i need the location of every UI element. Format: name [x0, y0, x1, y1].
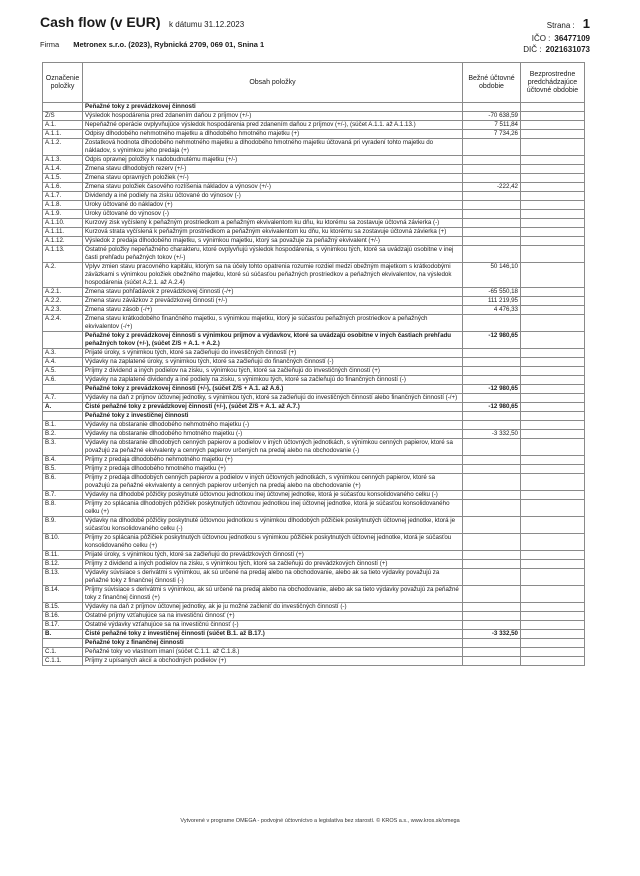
row-current-value [463, 586, 521, 603]
row-previous-value [521, 121, 585, 130]
row-previous-value [521, 657, 585, 666]
row-content: Príjmy súvisiace s derivátmi s výnimkou, ak sú určené na predaj alebo na obchodovanie, alebo ak sa tieto výdavky považujú za peňažné toky z finančnej činnosti (+) [83, 586, 463, 603]
row-current-value [463, 621, 521, 630]
row-previous-value [521, 139, 585, 156]
table-body [43, 103, 585, 666]
row-content: Zmena stavu zásob (-/+) [83, 306, 463, 315]
row-code: B.5. [43, 465, 83, 474]
table-row [43, 657, 585, 666]
row-code: A.1.3. [43, 156, 83, 165]
row-current-value [463, 237, 521, 246]
row-previous-value [521, 306, 585, 315]
row-code: B. [43, 630, 83, 639]
row-content: Peňažné toky vo vlastnom imaní (súčet C.1.1. až C.1.8.) [83, 648, 463, 657]
row-previous-value [521, 174, 585, 183]
row-code: B.1. [43, 421, 83, 430]
row-current-value [463, 139, 521, 156]
row-current-value: -3 332,50 [463, 630, 521, 639]
table-row [43, 156, 585, 165]
row-previous-value [521, 246, 585, 263]
row-content: Úroky účtované do nákladov (+) [83, 201, 463, 210]
row-previous-value [521, 465, 585, 474]
row-current-value [463, 648, 521, 657]
table-row [43, 237, 585, 246]
table-row [43, 112, 585, 121]
row-previous-value [521, 201, 585, 210]
row-content: Dividendy a iné podiely na zisku účtované do výnosov (-) [83, 192, 463, 201]
row-code: A.1.1. [43, 130, 83, 139]
company-line [40, 40, 264, 49]
row-code: B.10. [43, 534, 83, 551]
row-current-value [463, 474, 521, 491]
row-content: Príjmy z dividend a iných podielov na zisku, s výnimkou tých, ktoré sa začleňujú do investičných činností (+) [83, 367, 463, 376]
row-current-value: -12 980,65 [463, 403, 521, 412]
table-row [43, 201, 585, 210]
row-previous-value [521, 210, 585, 219]
row-content: Príjmy z predaja dlhodobého nehmotného majetku (+) [83, 456, 463, 465]
row-current-value: 7 734,26 [463, 130, 521, 139]
row-content: Odpisy dlhodobého nehmotného majetku a dlhodobého hmotného majetku (+) [83, 130, 463, 139]
row-current-value: 4 476,33 [463, 306, 521, 315]
row-previous-value [521, 297, 585, 306]
row-code: A.1.10. [43, 219, 83, 228]
table-row [43, 349, 585, 358]
row-content: Peňažné toky z prevádzkovej činnosti (+/-), (súčet Z/S + A.1. až A.6.) [83, 385, 463, 394]
row-code: A.1. [43, 121, 83, 130]
row-content: Príjmy z dividend a iných podielov na zisku, s výnimkou tých, ktoré sa začleňujú do prevádzkových činností (+) [83, 560, 463, 569]
row-current-value [463, 517, 521, 534]
page-value: 1 [582, 16, 590, 31]
row-code: A.2.3. [43, 306, 83, 315]
row-previous-value [521, 112, 585, 121]
ico-label: IČO : [531, 34, 551, 43]
row-code: Z/S [43, 112, 83, 121]
row-content: Zmena stavu opravných položiek (+/-) [83, 174, 463, 183]
dic-label: DIČ : [523, 45, 542, 54]
row-current-value [463, 358, 521, 367]
page-label: Strana : [546, 21, 575, 30]
row-current-value [463, 394, 521, 403]
table-row [43, 306, 585, 315]
row-code [43, 639, 83, 648]
row-previous-value [521, 394, 585, 403]
table-row [43, 612, 585, 621]
table-row [43, 465, 585, 474]
table-row [43, 560, 585, 569]
table-row [43, 439, 585, 456]
row-content: Príjmy zo splácania pôžičiek poskytnutých účtovnou jednotkou s výnimkou pôžičiek poskytnutých účtovnej jednotke, ktorá je súčasťou konsolidovaného celku (+) [83, 534, 463, 551]
dic [523, 45, 590, 54]
row-current-value [463, 456, 521, 465]
table-row [43, 121, 585, 130]
row-previous-value [521, 367, 585, 376]
row-code: C.1.1. [43, 657, 83, 666]
row-code: B.6. [43, 474, 83, 491]
row-current-value [463, 103, 521, 112]
table-row [43, 621, 585, 630]
row-code: A.1.9. [43, 210, 83, 219]
row-current-value [463, 165, 521, 174]
table-row [43, 403, 585, 412]
row-content: Prijaté úroky, s výnimkou tých, ktoré sa začleňujú do prevádzkových činností (+) [83, 551, 463, 560]
row-previous-value [521, 192, 585, 201]
row-previous-value [521, 332, 585, 349]
row-code: A.7. [43, 394, 83, 403]
row-content: Odpis opravnej položky k nadobudnutému majetku (+/-) [83, 156, 463, 165]
row-content: Výdavky na daň z príjmov účtovnej jednotky, s výnimkou tých, ktoré sa začleňujú do investičných činností alebo finančných činností (-/+) [83, 394, 463, 403]
row-content: Výsledok z predaja dlhodobého majetku, s výnimkou majetku, ktorý sa považuje za peňažný ekvivalent (+/-) [83, 237, 463, 246]
table-row [43, 630, 585, 639]
row-content: Úroky účtované do výnosov (-) [83, 210, 463, 219]
row-code: A.1.7. [43, 192, 83, 201]
row-current-value [463, 246, 521, 263]
row-code: B.15. [43, 603, 83, 612]
table-row [43, 456, 585, 465]
table-row [43, 332, 585, 349]
row-current-value [463, 174, 521, 183]
table-row [43, 517, 585, 534]
row-code: A.3. [43, 349, 83, 358]
row-content: Výdavky na obstaranie dlhodobého nehmotného majetku (-) [83, 421, 463, 430]
table-row [43, 586, 585, 603]
row-content: Prijaté úroky, s výnimkou tých, ktoré sa začleňujú do investičných činností (+) [83, 349, 463, 358]
row-content: Zostatková hodnota dlhodobého nehmotného majetku a dlhodobého hmotného majetku účtovaná pri vyradení tohto majetku do nákladov, s výnimkou jeho predaja (+) [83, 139, 463, 156]
title-line [40, 14, 244, 32]
row-current-value [463, 534, 521, 551]
row-current-value [463, 500, 521, 517]
row-content: Zmena stavu dlhodobých rezerv (+/-) [83, 165, 463, 174]
table-row [43, 376, 585, 385]
row-current-value: -12 980,65 [463, 385, 521, 394]
row-code: A.1.12. [43, 237, 83, 246]
row-code: A.4. [43, 358, 83, 367]
row-content: Zmena stavu záväzkov z prevádzkovej činnosti (+/-) [83, 297, 463, 306]
table-row [43, 534, 585, 551]
table-row [43, 103, 585, 112]
row-code [43, 412, 83, 421]
row-code: A.1.6. [43, 183, 83, 192]
row-code: A.6. [43, 376, 83, 385]
row-current-value [463, 192, 521, 201]
row-code: B.2. [43, 430, 83, 439]
row-code: A.2.2. [43, 297, 83, 306]
table-row [43, 412, 585, 421]
row-current-value: -70 638,59 [463, 112, 521, 121]
row-current-value: 111 219,95 [463, 297, 521, 306]
row-code: B.14. [43, 586, 83, 603]
row-current-value [463, 551, 521, 560]
row-code: B.13. [43, 569, 83, 586]
row-code: B.4. [43, 456, 83, 465]
table-row [43, 358, 585, 367]
row-content: Ostatné príjmy vzťahujúce sa na investičnú činnosť (+) [83, 612, 463, 621]
report-title: Cash flow (v EUR) [40, 14, 161, 30]
row-code: B.17. [43, 621, 83, 630]
row-code: B.7. [43, 491, 83, 500]
row-previous-value [521, 156, 585, 165]
table-row [43, 297, 585, 306]
row-current-value [463, 156, 521, 165]
row-current-value [463, 439, 521, 456]
row-previous-value [521, 130, 585, 139]
row-code: A.2.4. [43, 315, 83, 332]
row-content: Príjmy z predaja dlhodobého hmotného majetku (+) [83, 465, 463, 474]
row-previous-value [521, 603, 585, 612]
row-code: C.1. [43, 648, 83, 657]
table-row [43, 491, 585, 500]
table-row [43, 210, 585, 219]
row-content: Čisté peňažné toky z prevádzkovej činnosti (+/-), (súčet Z/S + A.1. až A.7.) [83, 403, 463, 412]
table-row [43, 174, 585, 183]
row-code: A.1.13. [43, 246, 83, 263]
row-previous-value [521, 358, 585, 367]
row-previous-value [521, 474, 585, 491]
row-code [43, 332, 83, 349]
table-row [43, 219, 585, 228]
row-code: A.5. [43, 367, 83, 376]
row-current-value [463, 315, 521, 332]
row-previous-value [521, 263, 585, 288]
ico-value: 36477109 [554, 34, 590, 43]
row-previous-value [521, 534, 585, 551]
row-previous-value [521, 237, 585, 246]
row-code: B.9. [43, 517, 83, 534]
table-row [43, 246, 585, 263]
row-current-value [463, 603, 521, 612]
row-code: A.2. [43, 263, 83, 288]
row-previous-value [521, 517, 585, 534]
row-previous-value [521, 500, 585, 517]
company-value: Metronex s.r.o. (2023), Rybnická 2709, 069 01, Snina 1 [73, 40, 265, 49]
row-code: A.1.11. [43, 228, 83, 237]
row-content: Zmena stavu položiek časového rozlíšenia nákladov a výnosov (+/-) [83, 183, 463, 192]
table-row [43, 500, 585, 517]
row-previous-value [521, 569, 585, 586]
row-content: Čisté peňažné toky z investičnej činnosti (súčet B.1. až B.17.) [83, 630, 463, 639]
row-previous-value [521, 412, 585, 421]
row-current-value [463, 367, 521, 376]
row-previous-value [521, 612, 585, 621]
table-row [43, 474, 585, 491]
table-row [43, 288, 585, 297]
row-previous-value [521, 456, 585, 465]
row-previous-value [521, 315, 585, 332]
table-header-row [43, 63, 585, 103]
table-row [43, 139, 585, 156]
row-content: Výdavky na zaplatené dividendy a iné podiely na zisku, s výnimkou tých, ktoré sa začleňujú do finančných činností (-) [83, 376, 463, 385]
row-code: A. [43, 403, 83, 412]
row-code: B.11. [43, 551, 83, 560]
row-content: Výdavky na dlhodobé pôžičky poskytnuté účtovnou jednotkou inej účtovnej jednotke, ktorá je súčasťou konsolidovaného celku (-) [83, 491, 463, 500]
row-code: A.1.5. [43, 174, 83, 183]
row-code: A.2.1. [43, 288, 83, 297]
row-content: Zmena stavu krátkodobého finančného majetku, s výnimkou majetku, ktorý je súčasťou peňažných prostriedkov a peňažných ekvivalentov (-/+) [83, 315, 463, 332]
row-content: Zmena stavu pohľadávok z prevádzkovej činnosti (-/+) [83, 288, 463, 297]
row-previous-value [521, 630, 585, 639]
row-code: B.3. [43, 439, 83, 456]
row-content: Výsledok hospodárenia pred zdanením daňou z príjmov (+/-) [83, 112, 463, 121]
row-content: Výdavky na obstaranie dlhodobého hmotného majetku (-) [83, 430, 463, 439]
row-code: B.8. [43, 500, 83, 517]
table-row [43, 569, 585, 586]
ico [532, 34, 590, 43]
row-current-value: -3 332,50 [463, 430, 521, 439]
row-current-value [463, 612, 521, 621]
table-row [43, 183, 585, 192]
col-header-code: Označenie položky [43, 63, 83, 103]
row-current-value [463, 657, 521, 666]
row-previous-value [521, 385, 585, 394]
table-row [43, 192, 585, 201]
row-content: Peňažné toky z prevádzkovej činnosti [83, 103, 463, 112]
row-previous-value [521, 421, 585, 430]
row-previous-value [521, 376, 585, 385]
col-header-current: Bežné účtovné obdobie [463, 63, 521, 103]
row-content: Kurzový zisk vyčíslený k peňažným prostriedkom a peňažným ekvivalentom ku dňu, ku ktorému sa zostavuje účtovná závierka (-) [83, 219, 463, 228]
row-previous-value [521, 349, 585, 358]
table-row [43, 367, 585, 376]
row-current-value [463, 349, 521, 358]
row-current-value [463, 491, 521, 500]
row-code: B.16. [43, 612, 83, 621]
row-content: Nepeňažné operácie ovplyvňujúce výsledok hospodárenia pred zdanením daňou z príjmov (+/-), (súčet A.1.1. až A.1.13.) [83, 121, 463, 130]
row-content: Príjmy zo splácania dlhodobých pôžičiek poskytnutých účtovnou jednotkou inej účtovnej jednotke, ktorá je súčasťou konsolidovaného celku (+) [83, 500, 463, 517]
row-code: A.1.4. [43, 165, 83, 174]
row-content: Vplyv zmien stavu pracovného kapitálu, ktorým sa na účely tohto opatrenia rozumie rozdiel medzi obežným majetkom s krátkodobými záväzkami s výnimkou položiek obežného majetku, ktoré sú súčasťou peňažných prostriedkov a peňažných ekvivalentov, na výsledok hospodárenia (súčet A.2.1. až A.2.4) [83, 263, 463, 288]
row-current-value [463, 228, 521, 237]
row-content: Výdavky súvisiace s derivátmi s výnimkou, ak sú určené na predaj alebo na obchodovanie, alebo ak sa tieto výdavky považujú za peňažné toky z finančnej činnosti (-) [83, 569, 463, 586]
col-header-previous: Bezprostredne predchádzajúce účtovné obdobie [521, 63, 585, 103]
row-current-value [463, 412, 521, 421]
row-current-value [463, 376, 521, 385]
table-row [43, 648, 585, 657]
footer-note: Vytvorené v programe OMEGA - podvojné účtovníctvo a legislatíva bez starostí. © KROS a.s., www.kros.sk/omega [180, 818, 460, 824]
row-content: Kurzová strata vyčíslená k peňažným prostriedkom a peňažným ekvivalentom ku dňu, ku ktorému sa zostavuje účtovná závierka (+) [83, 228, 463, 237]
table-row [43, 130, 585, 139]
company-label: Firma [40, 40, 60, 49]
row-content: Peňažné toky z prevádzkovej činnosti s výnimkou príjmov a výdavkov, ktoré sa uvádzajú osobitne v iných častiach prehľadu peňažných tokov (+/-), (súčet Z/S + A.1. + A.2.) [83, 332, 463, 349]
row-previous-value [521, 648, 585, 657]
table-row [43, 603, 585, 612]
table-row [43, 385, 585, 394]
row-current-value: -222,42 [463, 183, 521, 192]
row-previous-value [521, 430, 585, 439]
row-code [43, 103, 83, 112]
row-code: B.12. [43, 560, 83, 569]
table-row [43, 639, 585, 648]
row-previous-value [521, 621, 585, 630]
cash-flow-table [42, 62, 585, 666]
row-content: Príjmy z predaja dlhodobých cenných papierov a podielov v iných účtovných jednotkách, s výnimkou cenných papierov, ktoré sa považujú za peňažné ekvivalenty a cenných papierov určených na predaj alebo na obchodovanie (+) [83, 474, 463, 491]
row-current-value [463, 201, 521, 210]
row-previous-value [521, 183, 585, 192]
row-previous-value [521, 219, 585, 228]
col-header-content: Obsah položky [83, 63, 463, 103]
table-row [43, 394, 585, 403]
row-previous-value [521, 228, 585, 237]
row-previous-value [521, 439, 585, 456]
row-current-value [463, 210, 521, 219]
row-content: Príjmy z upísaných akcií a obchodných podielov (+) [83, 657, 463, 666]
row-current-value [463, 465, 521, 474]
row-content: Výdavky na dlhodobé pôžičky poskytnuté účtovnou jednotkou s výnimkou dlhodobých pôžičiek poskytnutých účtovnej jednotke, ktorá je súčasťou konsolidovaného celku (-) [83, 517, 463, 534]
row-previous-value [521, 551, 585, 560]
row-current-value [463, 421, 521, 430]
row-content: Peňažné toky z investičnej činnosti [83, 412, 463, 421]
row-current-value [463, 569, 521, 586]
table-row [43, 551, 585, 560]
table-row [43, 315, 585, 332]
table-row [43, 228, 585, 237]
table-row [43, 421, 585, 430]
table-row [43, 165, 585, 174]
row-current-value: -65 550,18 [463, 288, 521, 297]
table-row [43, 430, 585, 439]
row-previous-value [521, 586, 585, 603]
row-previous-value [521, 288, 585, 297]
row-content: Výdavky na daň z príjmov účtovnej jednotky, ak je ju možné začleniť do investičných činností (-) [83, 603, 463, 612]
row-current-value: 7 511,84 [463, 121, 521, 130]
row-code [43, 385, 83, 394]
row-current-value: 50 146,10 [463, 263, 521, 288]
table-row [43, 263, 585, 288]
row-content: Výdavky na zaplatené úroky, s výnimkou tých, ktoré sa začleňujú do finančných činností (-) [83, 358, 463, 367]
row-content: Ostatné položky nepeňažného charakteru, ktoré ovplyvňujú výsledok hospodárenia, s výnimkou tých, ktoré sa uvádzajú osobitne v inej časti prehľadu peňažných tokov (+/-) [83, 246, 463, 263]
page-number [547, 16, 590, 31]
row-content: Peňažné toky z finančnej činnosti [83, 639, 463, 648]
row-previous-value [521, 165, 585, 174]
row-content: Výdavky na obstaranie dlhodobých cenných papierov a podielov v iných účtovných jednotkách, s výnimkou cenných papierov, ktoré sa považujú za peňažné ekvivalenty a cenných papierov určených na predaj alebo na obchodovanie (-) [83, 439, 463, 456]
row-code: A.1.2. [43, 139, 83, 156]
row-previous-value [521, 403, 585, 412]
report-date: k dátumu 31.12.2023 [169, 20, 245, 29]
row-current-value [463, 639, 521, 648]
row-content: Ostatné výdavky vzťahujúce sa na investičnú činnosť (-) [83, 621, 463, 630]
row-previous-value [521, 103, 585, 112]
row-previous-value [521, 491, 585, 500]
dic-value: 2021631073 [545, 45, 590, 54]
row-code: A.1.8. [43, 201, 83, 210]
row-previous-value [521, 560, 585, 569]
row-current-value [463, 560, 521, 569]
row-current-value: -12 980,65 [463, 332, 521, 349]
row-previous-value [521, 639, 585, 648]
row-current-value [463, 219, 521, 228]
